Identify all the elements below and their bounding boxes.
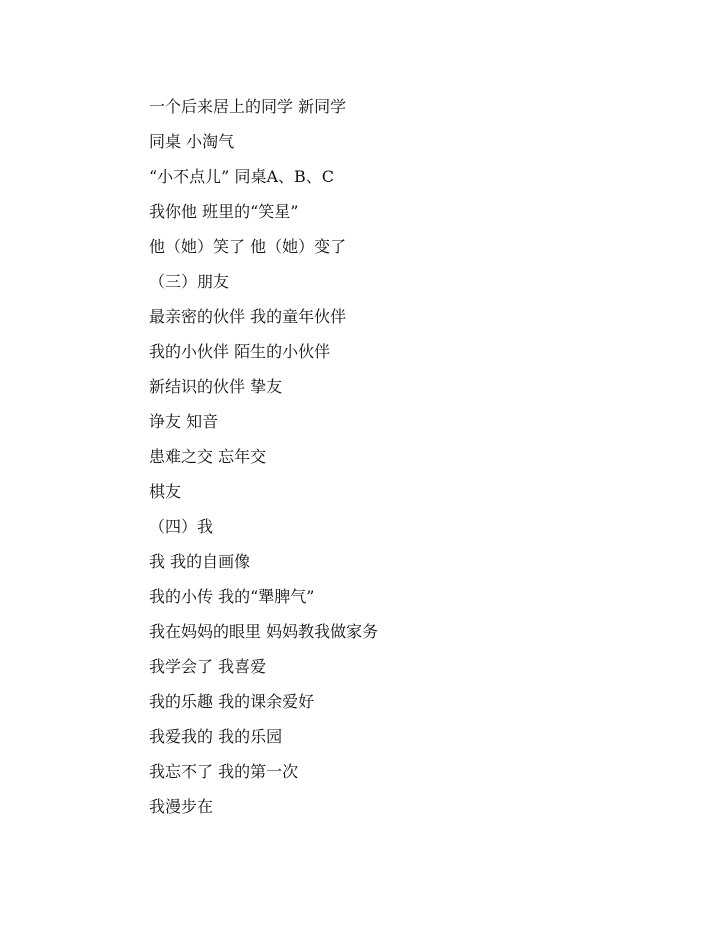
- text-line: 我漫步在: [149, 797, 214, 816]
- section-heading-me: （四）我: [149, 517, 214, 536]
- text-line: “小不点儿” 同桌A、B、C: [149, 167, 335, 186]
- text-line: 患难之交 忘年交: [149, 447, 267, 466]
- text-line: 一个后来居上的同学 新同学: [149, 97, 347, 116]
- text-line: 我 我的自画像: [149, 552, 251, 571]
- text-line: 诤友 知音: [149, 412, 219, 431]
- text-line: 最亲密的伙伴 我的童年伙伴: [149, 307, 347, 326]
- text-line: 我学会了 我喜爱: [149, 657, 267, 676]
- text-line: 同桌 小淘气: [149, 132, 235, 151]
- text-line: 我的小传 我的“犟脾气”: [149, 587, 315, 606]
- text-line: 新结识的伙伴 挚友: [149, 377, 283, 396]
- text-line: 我的乐趣 我的课余爱好: [149, 692, 315, 711]
- text-line: 我爱我的 我的乐园: [149, 727, 283, 746]
- text-line: 棋友: [149, 482, 182, 501]
- text-line: 我在妈妈的眼里 妈妈教我做家务: [149, 622, 379, 641]
- document-body: [149, 95, 669, 830]
- text-line: 他（她）笑了 他（她）变了: [149, 237, 347, 256]
- text-line: 我的小伙伴 陌生的小伙伴: [149, 342, 331, 361]
- text-line: 我你他 班里的“笑星”: [149, 202, 299, 221]
- text-line: 我忘不了 我的第一次: [149, 762, 299, 781]
- section-heading-friends: （三）朋友: [149, 272, 230, 291]
